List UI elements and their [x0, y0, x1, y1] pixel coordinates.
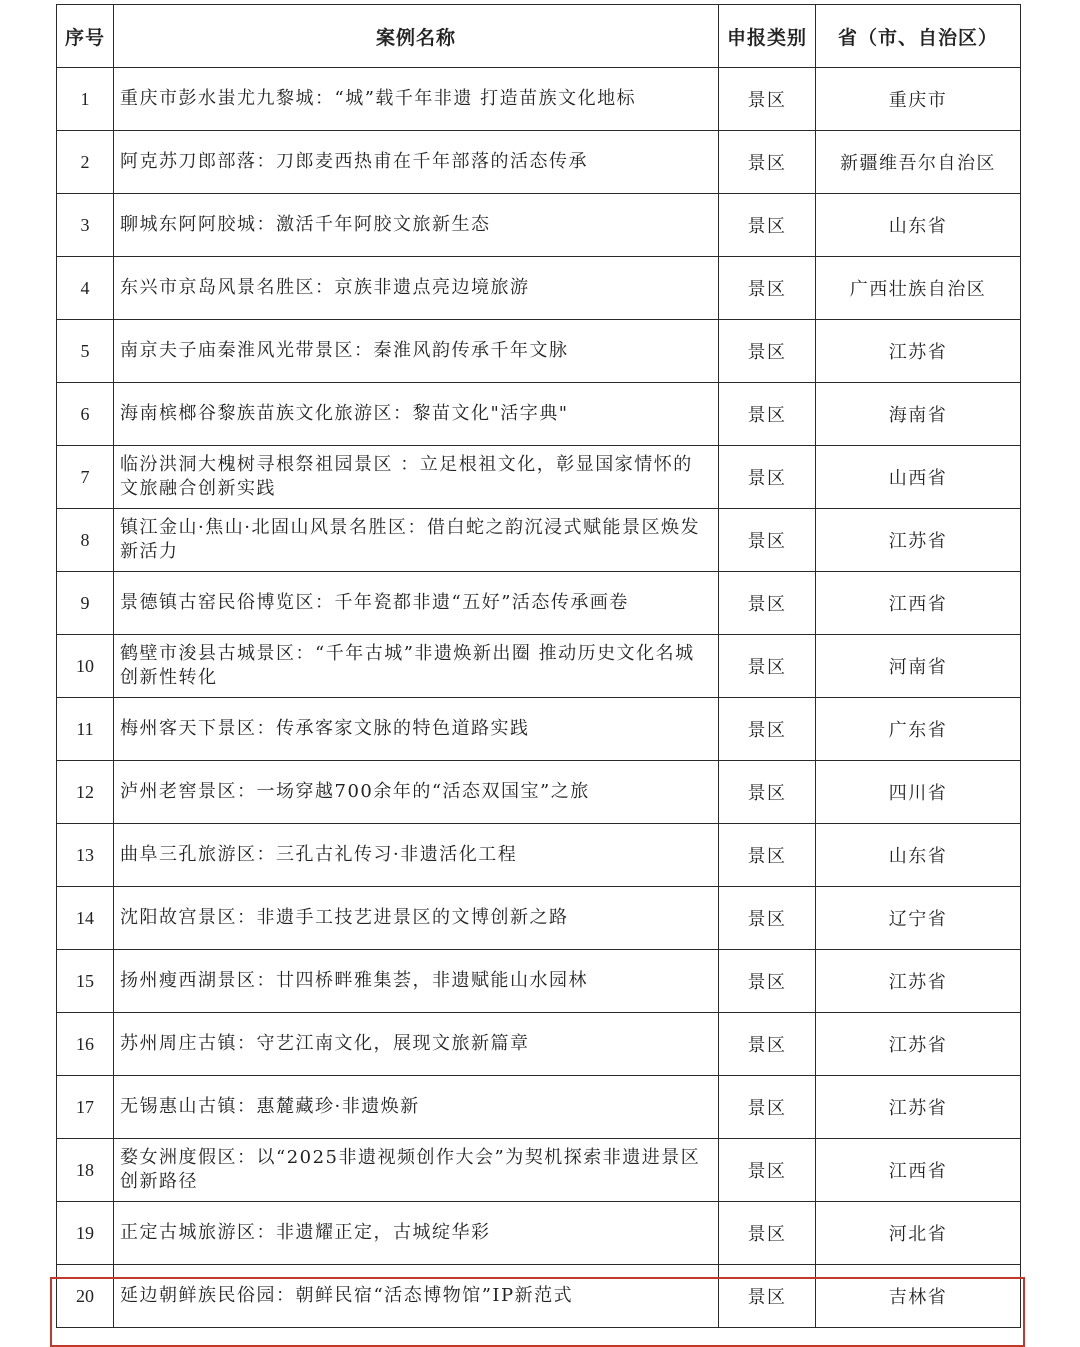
case-name-cell: 延边朝鲜族民俗园：朝鲜民宿“活态博物馆”IP新范式: [114, 1265, 719, 1328]
seq-cell: 15: [57, 950, 114, 1013]
table-row: [57, 1265, 1021, 1328]
category-cell: 景区: [719, 194, 816, 257]
case-name-cell: 景德镇古窑民俗博览区：千年瓷都非遗“五好”活态传承画卷: [114, 572, 719, 635]
case-name-cell: 婺女洲度假区：以“2025非遗视频创作大会”为契机探索非遗进景区创新路径: [114, 1139, 719, 1202]
seq-cell: 6: [57, 383, 114, 446]
province-cell: 江西省: [816, 1139, 1021, 1202]
case-name-cell: 苏州周庄古镇：守艺江南文化，展现文旅新篇章: [114, 1013, 719, 1076]
case-name-cell: 泸州老窖景区：一场穿越700余年的“活态双国宝”之旅: [114, 761, 719, 824]
table-row: [57, 446, 1021, 509]
table-row: [57, 887, 1021, 950]
table-row: [57, 509, 1021, 572]
seq-cell: 11: [57, 698, 114, 761]
province-cell: 吉林省: [816, 1265, 1021, 1328]
category-cell: 景区: [719, 446, 816, 509]
header-province: 省（市、自治区）: [816, 5, 1021, 68]
province-cell: 海南省: [816, 383, 1021, 446]
category-cell: 景区: [719, 383, 816, 446]
province-cell: 新疆维吾尔自治区: [816, 131, 1021, 194]
province-cell: 江苏省: [816, 1013, 1021, 1076]
table-row: [57, 950, 1021, 1013]
table-row: [57, 383, 1021, 446]
province-cell: 辽宁省: [816, 887, 1021, 950]
case-name-cell: 正定古城旅游区：非遗耀正定，古城绽华彩: [114, 1202, 719, 1265]
table-row: [57, 635, 1021, 698]
province-cell: 河南省: [816, 635, 1021, 698]
province-cell: 江西省: [816, 572, 1021, 635]
case-name-cell: 扬州瘦西湖景区：廿四桥畔雅集荟，非遗赋能山水园林: [114, 950, 719, 1013]
seq-cell: 14: [57, 887, 114, 950]
header-case-name: 案例名称: [114, 5, 719, 68]
province-cell: 江苏省: [816, 509, 1021, 572]
seq-cell: 3: [57, 194, 114, 257]
category-cell: 景区: [719, 509, 816, 572]
table-row: [57, 194, 1021, 257]
seq-cell: 19: [57, 1202, 114, 1265]
case-name-cell: 海南槟榔谷黎族苗族文化旅游区：黎苗文化"活字典": [114, 383, 719, 446]
table-row: [57, 824, 1021, 887]
seq-cell: 2: [57, 131, 114, 194]
case-name-cell: 鹤壁市浚县古城景区：“千年古城”非遗焕新出圈 推动历史文化名城创新性转化: [114, 635, 719, 698]
seq-cell: 10: [57, 635, 114, 698]
category-cell: 景区: [719, 320, 816, 383]
seq-cell: 13: [57, 824, 114, 887]
case-table: [56, 4, 1021, 1328]
header-category: 申报类别: [719, 5, 816, 68]
category-cell: 景区: [719, 68, 816, 131]
table-row: [57, 1202, 1021, 1265]
case-name-cell: 东兴市京岛风景名胜区：京族非遗点亮边境旅游: [114, 257, 719, 320]
category-cell: 景区: [719, 1202, 816, 1265]
seq-cell: 12: [57, 761, 114, 824]
table-row: [57, 320, 1021, 383]
category-cell: 景区: [719, 572, 816, 635]
table-row: [57, 572, 1021, 635]
table-row: [57, 257, 1021, 320]
category-cell: 景区: [719, 1139, 816, 1202]
category-cell: 景区: [719, 635, 816, 698]
province-cell: 四川省: [816, 761, 1021, 824]
seq-cell: 9: [57, 572, 114, 635]
header-seq: 序号: [57, 5, 114, 68]
table-header-row: [57, 5, 1021, 68]
table-body: [57, 68, 1021, 1328]
category-cell: 景区: [719, 1265, 816, 1328]
case-name-cell: 南京夫子庙秦淮风光带景区：秦淮风韵传承千年文脉: [114, 320, 719, 383]
category-cell: 景区: [719, 1013, 816, 1076]
case-name-cell: 梅州客天下景区：传承客家文脉的特色道路实践: [114, 698, 719, 761]
table-row: [57, 131, 1021, 194]
table-row: [57, 1013, 1021, 1076]
seq-cell: 18: [57, 1139, 114, 1202]
seq-cell: 17: [57, 1076, 114, 1139]
case-name-cell: 曲阜三孔旅游区：三孔古礼传习·非遗活化工程: [114, 824, 719, 887]
category-cell: 景区: [719, 698, 816, 761]
province-cell: 重庆市: [816, 68, 1021, 131]
province-cell: 广西壮族自治区: [816, 257, 1021, 320]
seq-cell: 16: [57, 1013, 114, 1076]
province-cell: 山东省: [816, 194, 1021, 257]
case-name-cell: 沈阳故宫景区：非遗手工技艺进景区的文博创新之路: [114, 887, 719, 950]
province-cell: 山东省: [816, 824, 1021, 887]
category-cell: 景区: [719, 824, 816, 887]
category-cell: 景区: [719, 257, 816, 320]
case-name-cell: 临汾洪洞大槐树寻根祭祖园景区 ：立足根祖文化，彰显国家情怀的文旅融合创新实践: [114, 446, 719, 509]
seq-cell: 8: [57, 509, 114, 572]
seq-cell: 4: [57, 257, 114, 320]
table-row: [57, 1139, 1021, 1202]
category-cell: 景区: [719, 761, 816, 824]
case-name-cell: 无锡惠山古镇：惠麓藏珍·非遗焕新: [114, 1076, 719, 1139]
seq-cell: 7: [57, 446, 114, 509]
category-cell: 景区: [719, 1076, 816, 1139]
category-cell: 景区: [719, 131, 816, 194]
province-cell: 江苏省: [816, 1076, 1021, 1139]
province-cell: 山西省: [816, 446, 1021, 509]
case-name-cell: 阿克苏刀郎部落：刀郎麦西热甫在千年部落的活态传承: [114, 131, 719, 194]
table-row: [57, 1076, 1021, 1139]
category-cell: 景区: [719, 887, 816, 950]
category-cell: 景区: [719, 950, 816, 1013]
province-cell: 江苏省: [816, 950, 1021, 1013]
seq-cell: 1: [57, 68, 114, 131]
case-name-cell: 镇江金山·焦山·北固山风景名胜区：借白蛇之韵沉浸式赋能景区焕发新活力: [114, 509, 719, 572]
case-name-cell: 聊城东阿阿胶城：激活千年阿胶文旅新生态: [114, 194, 719, 257]
table-row: [57, 761, 1021, 824]
seq-cell: 5: [57, 320, 114, 383]
seq-cell: 20: [57, 1265, 114, 1328]
case-name-cell: 重庆市彭水蚩尤九黎城：“城”载千年非遗 打造苗族文化地标: [114, 68, 719, 131]
province-cell: 河北省: [816, 1202, 1021, 1265]
table-row: [57, 698, 1021, 761]
table-row: [57, 68, 1021, 131]
province-cell: 广东省: [816, 698, 1021, 761]
province-cell: 江苏省: [816, 320, 1021, 383]
